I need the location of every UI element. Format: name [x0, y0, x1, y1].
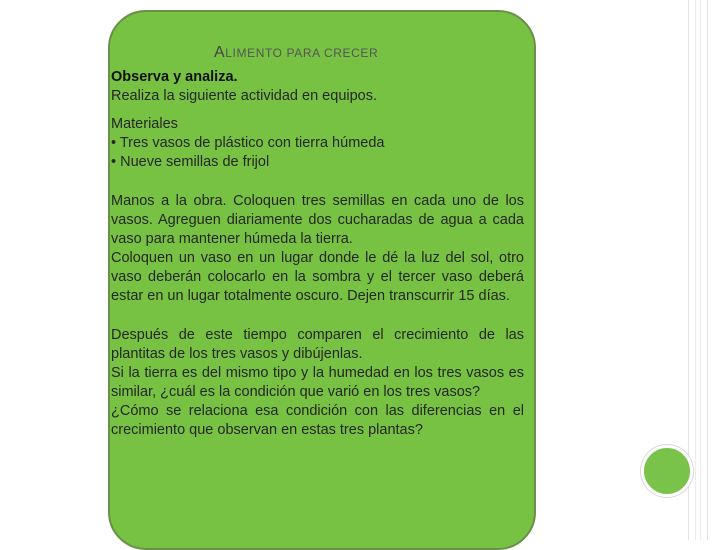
decorative-circle	[641, 445, 693, 497]
step-paragraph: Coloquen un vaso en un lugar donde le dé la luz del sol, otro vaso deberán colocarlo en la sombra y el tercer vaso deberá estar en un lugar totalmente oscuro. Dejen transcurrir 15 días.	[111, 250, 524, 304]
heading: Observa y analiza.	[111, 69, 238, 85]
slide-title: ALIMENTO PARA CRECER	[214, 44, 379, 61]
decorative-lines	[688, 0, 708, 540]
materials-item: • Tres vasos de plástico con tierra húmeda	[111, 135, 385, 151]
activity-text	[111, 68, 524, 440]
step-paragraph: Manos a la obra. Coloquen tres semillas en cada uno de los vasos. Agreguen diariamente dos cucharadas de agua a cada vaso para mantener húmeda la tierra.	[111, 193, 524, 247]
materials-item: • Nueve semillas de frijol	[111, 154, 270, 170]
question-paragraph: Si la tierra es del mismo tipo y la humedad en los tres vasos es similar, ¿cuál es la condición que varió en los tres vasos?	[111, 365, 524, 400]
materials-label: Materiales	[111, 116, 178, 132]
intro-text: Realiza la siguiente actividad en equipos.	[111, 88, 378, 104]
question-paragraph: ¿Cómo se relaciona esa condición con las diferencias en el crecimiento que observan en estas tres plantas?	[111, 403, 524, 438]
question-paragraph: Después de este tiempo comparen el crecimiento de las plantitas de los tres vasos y dibújenlas.	[111, 327, 524, 362]
